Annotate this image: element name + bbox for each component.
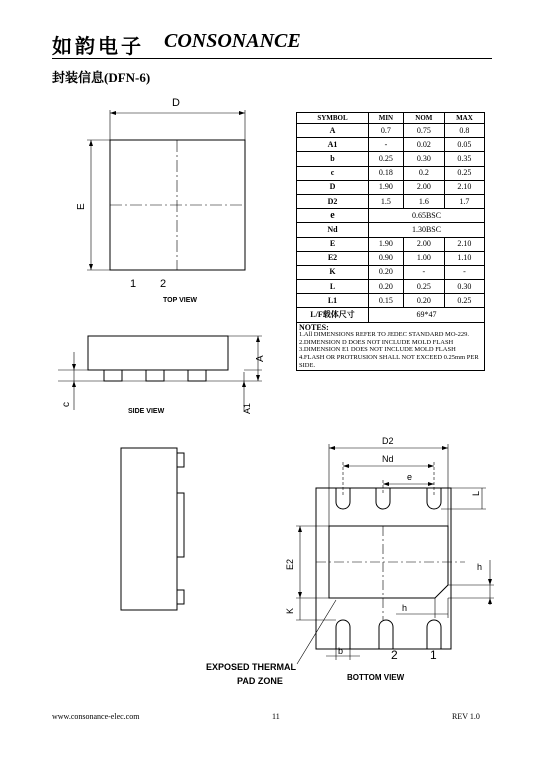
table-row [297, 251, 485, 265]
dim-label-h-right: h [477, 562, 483, 572]
pad-bot-3 [427, 620, 441, 649]
bottom-pin-2: 2 [391, 648, 398, 662]
dim-label-b: b [338, 646, 344, 656]
table-cell: D [297, 180, 369, 194]
table-cell: 2.00 [403, 180, 444, 194]
end-view-body [121, 448, 177, 610]
footer-page-number: 11 [272, 712, 280, 721]
table-cell: 1.5 [369, 194, 404, 208]
table-cell: 1.30BSC [369, 223, 485, 237]
dim-label-e-pitch: e [407, 472, 413, 482]
table-cell: 1.6 [403, 194, 444, 208]
top-pin-2: 2 [160, 278, 167, 290]
side-view-caption: SIDE VIEW [128, 408, 165, 415]
pad-bot-1 [336, 620, 350, 649]
dim-label-k: K [285, 607, 295, 614]
brand-chinese: 如韵电子 [52, 34, 144, 58]
pad-top-left [336, 488, 350, 509]
dim-label-nd: Nd [382, 454, 394, 464]
table-row [297, 294, 485, 308]
table-row [297, 138, 485, 152]
top-view-caption: TOP VIEW [163, 297, 197, 304]
table-cell: 0.30 [444, 280, 484, 294]
table-cell: 0.18 [369, 166, 404, 180]
note-item: 3.DIMENSION E1 DOES NOT INCLUDE MOLD FLASH [299, 346, 456, 354]
table-row [297, 308, 485, 322]
table-header-cell: MAX [444, 113, 484, 124]
table-cell: 0.25 [403, 280, 444, 294]
table-cell: L [297, 280, 369, 294]
table-cell: 1.90 [369, 180, 404, 194]
table-cell: 0.90 [369, 251, 404, 265]
dim-label-a1: A1 [242, 402, 252, 414]
table-cell: 0.05 [444, 138, 484, 152]
section-title: 封装信息(DFN-6) [52, 70, 151, 85]
table-cell: - [369, 138, 404, 152]
table-cell: 2.10 [444, 237, 484, 251]
dim-label-c: c [61, 402, 72, 407]
table-cell: Nd [297, 223, 369, 237]
table-header-cell: MIN [369, 113, 404, 124]
table-cell: 0.20 [369, 265, 404, 279]
note-item: 4.FLASH OR PROTRUSION SHALL NOT EXCEED 0.25mm PER SIDE. [299, 354, 479, 369]
table-cell: - [403, 265, 444, 279]
table-cell: 0.7 [369, 124, 404, 138]
table-row [297, 180, 485, 194]
note-item: 2.DIMENSION D DOES NOT INCLUDE MOLD FLASH [299, 338, 454, 346]
top-pin-1: 1 [130, 278, 137, 290]
table-row [297, 265, 485, 279]
table-row [297, 237, 485, 251]
table-cell: L/F载体尺寸 [297, 308, 369, 322]
table-cell: b [297, 152, 369, 166]
table-cell: 0.65BSC [369, 209, 485, 223]
side-lead-1 [104, 370, 122, 381]
end-view [121, 448, 184, 610]
side-lead-2 [146, 370, 164, 381]
table-row [297, 194, 485, 208]
table-cell: E [297, 237, 369, 251]
table-cell: 0.20 [369, 280, 404, 294]
dimension-table [296, 112, 485, 371]
side-view [58, 336, 262, 410]
table-cell: 69*47 [369, 308, 485, 322]
top-view [87, 110, 245, 270]
table-cell: A [297, 124, 369, 138]
table-cell: 0.75 [403, 124, 444, 138]
table-cell: 0.25 [369, 152, 404, 166]
table-cell: 0.25 [444, 166, 484, 180]
note-item: 1.All DIMENSIONS REFER TO JEDEC STANDARD MO-229. [299, 331, 470, 339]
table-cell: 0.30 [403, 152, 444, 166]
table-cell: c [297, 166, 369, 180]
table-row [297, 209, 485, 223]
bottom-pin-1: 1 [430, 648, 437, 662]
table-cell: 1.00 [403, 251, 444, 265]
table-cell: 1.7 [444, 194, 484, 208]
table-cell: K [297, 265, 369, 279]
bottom-view-caption: BOTTOM VIEW [347, 673, 405, 682]
bottom-view [296, 444, 494, 664]
table-row [297, 166, 485, 180]
table-cell: 0.02 [403, 138, 444, 152]
brand-english: CONSONANCE [164, 30, 301, 52]
side-lead-3 [188, 370, 206, 381]
exposed-pad-label-1: EXPOSED THERMAL [206, 662, 297, 672]
table-cell: 0.2 [403, 166, 444, 180]
table-row [297, 280, 485, 294]
dim-label-d2: D2 [382, 436, 394, 446]
table-row [297, 124, 485, 138]
dim-label-a: A [255, 355, 266, 362]
table-cell: E2 [297, 251, 369, 265]
dim-label-h: h [402, 603, 408, 613]
table-cell: e [297, 209, 369, 223]
notes-title: NOTES: [299, 322, 329, 332]
dim-label-e: E [76, 203, 87, 210]
footer-website: www.consonance-elec.com [52, 712, 140, 721]
table-cell: 0.8 [444, 124, 484, 138]
table-cell: 1.10 [444, 251, 484, 265]
table-row [297, 152, 485, 166]
side-view-body [88, 336, 228, 370]
table-header-cell: SYMBOL [297, 113, 369, 124]
table-cell: 1.90 [369, 237, 404, 251]
footer-revision: REV 1.0 [452, 712, 480, 721]
table-cell: 0.20 [403, 294, 444, 308]
table-cell: - [444, 265, 484, 279]
pad-bot-2 [379, 620, 393, 649]
notes-cell [297, 322, 485, 371]
table-cell: 2.10 [444, 180, 484, 194]
dim-label-l: L [471, 490, 481, 496]
pad-top-right [427, 488, 441, 509]
notes-row [297, 322, 485, 371]
table-cell: 2.00 [403, 237, 444, 251]
table-header-cell: NOM [403, 113, 444, 124]
table-cell: A1 [297, 138, 369, 152]
table-cell: L1 [297, 294, 369, 308]
table-header-row [297, 113, 485, 124]
table-cell: 0.25 [444, 294, 484, 308]
table-cell: 0.15 [369, 294, 404, 308]
dim-label-e2: E2 [285, 558, 295, 570]
exposed-pad-label-2: PAD ZONE [237, 676, 283, 686]
table-cell: 0.35 [444, 152, 484, 166]
table-row [297, 223, 485, 237]
dim-label-d: D [172, 97, 180, 109]
table-cell: D2 [297, 194, 369, 208]
